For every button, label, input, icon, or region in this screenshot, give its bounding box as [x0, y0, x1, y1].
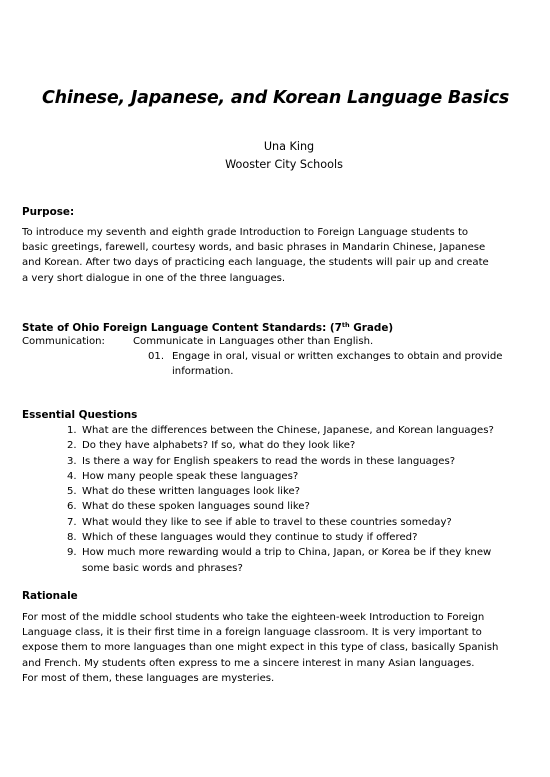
- question-number: 9.: [67, 547, 77, 559]
- question-number: 5.: [67, 486, 77, 498]
- school-name: Wooster City Schools: [225, 158, 343, 171]
- question-text: What are the differences between the Chinese, Japanese, and Korean languages?: [82, 425, 494, 436]
- rationale-heading: Rationale: [22, 590, 78, 602]
- rationale-line: Language class, it is their first time in a foreign language classroom. It is very important to: [22, 627, 482, 639]
- question-text-continued: some basic words and phrases?: [82, 562, 243, 574]
- question-text: What would they like to see if able to travel to these countries someday?: [82, 516, 452, 528]
- question-item: [22, 454, 527, 469]
- rationale-line: For most of the middle school students who take the eighteen-week Introduction to Foreign: [22, 612, 485, 623]
- question-item: [22, 484, 527, 499]
- question-item: [22, 469, 527, 484]
- question-item: [22, 423, 527, 438]
- purpose-paragraph: [22, 225, 527, 286]
- rationale-line: For most of them, these languages are mysteries.: [22, 672, 275, 684]
- standards-heading-suffix: Grade): [349, 322, 394, 334]
- question-item: [22, 545, 527, 576]
- standards-heading-superscript: th: [341, 321, 350, 329]
- question-number: 3.: [67, 455, 77, 467]
- communication-label: Communication:: [22, 336, 105, 347]
- rationale-paragraph: [22, 610, 527, 686]
- purpose-line: a very short dialogue in one of the three languages.: [22, 272, 286, 284]
- question-number: 6.: [67, 501, 77, 513]
- purpose-line: To introduce my seventh and eighth grade Introduction to Foreign Language students to: [22, 227, 469, 238]
- essential-questions-list: [22, 423, 527, 576]
- question-item: [22, 438, 527, 453]
- question-number: 8.: [67, 532, 77, 544]
- standards-heading-text: State of Ohio Foreign Language Content Standards: (7: [22, 322, 342, 334]
- question-text: How many people speak these languages?: [82, 470, 299, 482]
- question-text: Which of these languages would they continue to study if offered?: [82, 532, 418, 544]
- question-number: 4.: [67, 470, 77, 482]
- rationale-line: and French. My students often express to me a sincere interest in many Asian languages.: [22, 657, 475, 669]
- purpose-line: and Korean. After two days of practicing each language, the students will pair up and create: [22, 257, 489, 269]
- question-text: How much more rewarding would a trip to China, Japan, or Korea be if they knew: [82, 547, 492, 559]
- standard-item-text-continued: information.: [172, 366, 234, 377]
- rationale-line: expose them to more languages than one might expect in this type of class, basically Spanish: [22, 642, 499, 654]
- question-text: Do they have alphabets? If so, what do they look like?: [82, 440, 356, 452]
- question-item: [22, 499, 527, 514]
- question-text: What do these spoken languages sound like?: [82, 501, 310, 513]
- essential-questions-heading: Essential Questions: [22, 409, 138, 421]
- standards-heading: [22, 321, 393, 334]
- author-name: Una King: [263, 140, 315, 153]
- document-title: Chinese, Japanese, and Korean Language Basics: [42, 88, 510, 108]
- question-number: 1.: [67, 425, 77, 436]
- question-text: Is there a way for English speakers to read the words in these languages?: [82, 455, 456, 467]
- standard-item-text: Engage in oral, visual or written exchanges to obtain and provide: [172, 351, 503, 362]
- question-text: What do these written languages look like?: [82, 486, 301, 498]
- standard-item-number: 01.: [148, 351, 165, 362]
- purpose-heading: Purpose:: [22, 206, 75, 218]
- question-number: 2.: [67, 440, 77, 452]
- question-item: [22, 515, 527, 530]
- question-item: [22, 530, 527, 545]
- question-number: 7.: [67, 516, 77, 528]
- communication-text: Communicate in Languages other than English.: [133, 336, 374, 347]
- purpose-line: basic greetings, farewell, courtesy words, and basic phrases in Mandarin Chinese, Japanese: [22, 242, 486, 254]
